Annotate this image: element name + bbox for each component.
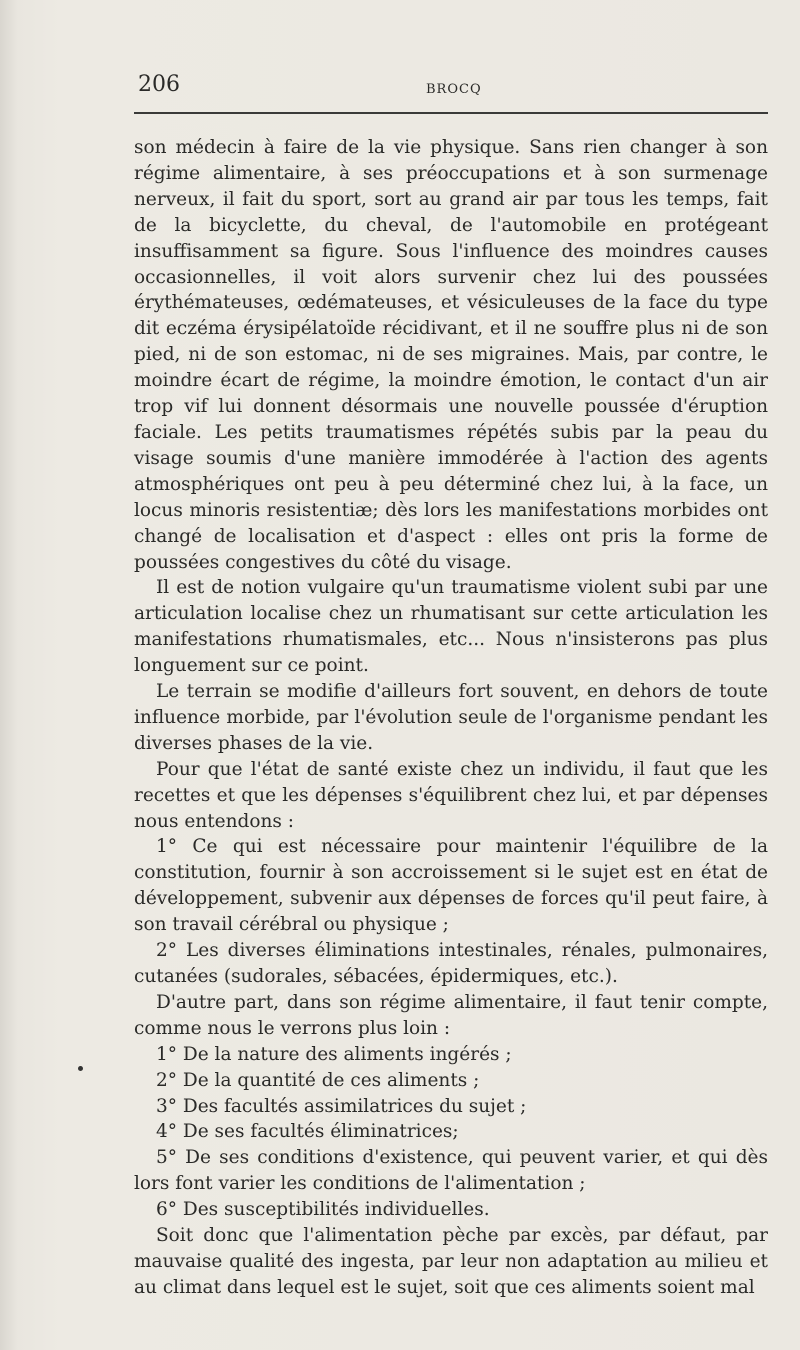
paragraph: Le terrain se modifie d'ailleurs fort souvent, en dehors de toute influence morbide, par l'évolution seule de l'organisme pendant les diverses phases de la vie. (134, 681, 768, 754)
header-rule (134, 112, 768, 114)
paragraph: D'autre part, dans son régime alimentaire, il faut tenir compte, comme nous le verrons plus loin : (134, 991, 768, 1039)
body-text (134, 135, 768, 1301)
list-item: 6° Des susceptibilités individuelles. (156, 1199, 490, 1221)
running-head: BROCQ (426, 82, 482, 97)
paragraph: Soit donc que l'alimentation pèche par excès, par défaut, par mauvaise qualité des ingesta, par leur non adaptation au milieu et au climat dans lequel est le sujet, soit que ces aliments soient mal (134, 1225, 768, 1298)
paragraph-continuation: son médecin à faire de la vie physique. Sans rien changer à son régime alimentaire, à ses préoccupations et à son surmenage nerveux, il fait du sport, sort au grand air par tous les temps, fait de la bicyclette, du cheval, de l'automobile en protégeant insuffisamment sa figure. Sous l'influence des moindres causes occasionnelles, il voit alors survenir chez lui des poussées érythémateuses, œdémateuses, et vésiculeuses de la face du type dit eczéma érysipélatoïde récidivant, et il ne souffre plus ni de son pied, ni de son estomac, ni de ses migraines. Mais, par contre, le moindre écart de régime, la moindre émotion, le contact d'un air trop vif lui donnent désormais une nouvelle poussée d'éruption faciale. Les petits traumatismes répétés subis par la peau du visage soumis d'une manière immodérée à l'action des agents atmosphériques ont peu à peu déterminé chez lui, à la face, un locus minoris resistentiæ; dès lors les manifestations morbides ont changé de localisation et d'aspect : elles ont pris la forme de poussées congestives du côté du visage. (134, 137, 768, 573)
page-number: 206 (138, 72, 180, 97)
paragraph: Il est de notion vulgaire qu'un traumatisme violent subi par une articulation localise chez un rhumatisant sur cette articulation les manifestations rhumatismales, etc... Nous n'insisterons pas plus longuement sur ce point. (134, 577, 768, 677)
paragraph: Pour que l'état de santé existe chez un individu, il faut que les recettes et que les dépenses s'équilibrent chez lui, et par dépenses nous entendons : (134, 758, 768, 832)
list-item: 2° De la quantité de ces aliments ; (156, 1069, 480, 1091)
list-item: 3° Des facultés assimilatrices du sujet ; (156, 1095, 527, 1117)
list-item-dependency: 2° Les diverses éliminations intestinales, rénales, pulmonaires, cutanées (sudorales, sébacées, épidermiques, etc.). (134, 940, 768, 987)
ink-spot (78, 1066, 83, 1071)
list-item: 4° De ses facultés éliminatrices; (156, 1121, 459, 1143)
list-item: 5° De ses conditions d'existence, qui peuvent varier, et qui dès lors font varier les conditions de l'alimentation ; (134, 1147, 768, 1195)
list-item-dependency: 1° Ce qui est nécessaire pour maintenir l'équilibre de la constitution, fournir à son accroissement si le sujet est en état de développement, subvenir aux dépenses de forces qu'il peut faire, à son travail cérébral ou physique ; (134, 836, 768, 936)
list-item: 1° De la nature des aliments ingérés ; (156, 1043, 512, 1065)
page-header (134, 72, 768, 104)
